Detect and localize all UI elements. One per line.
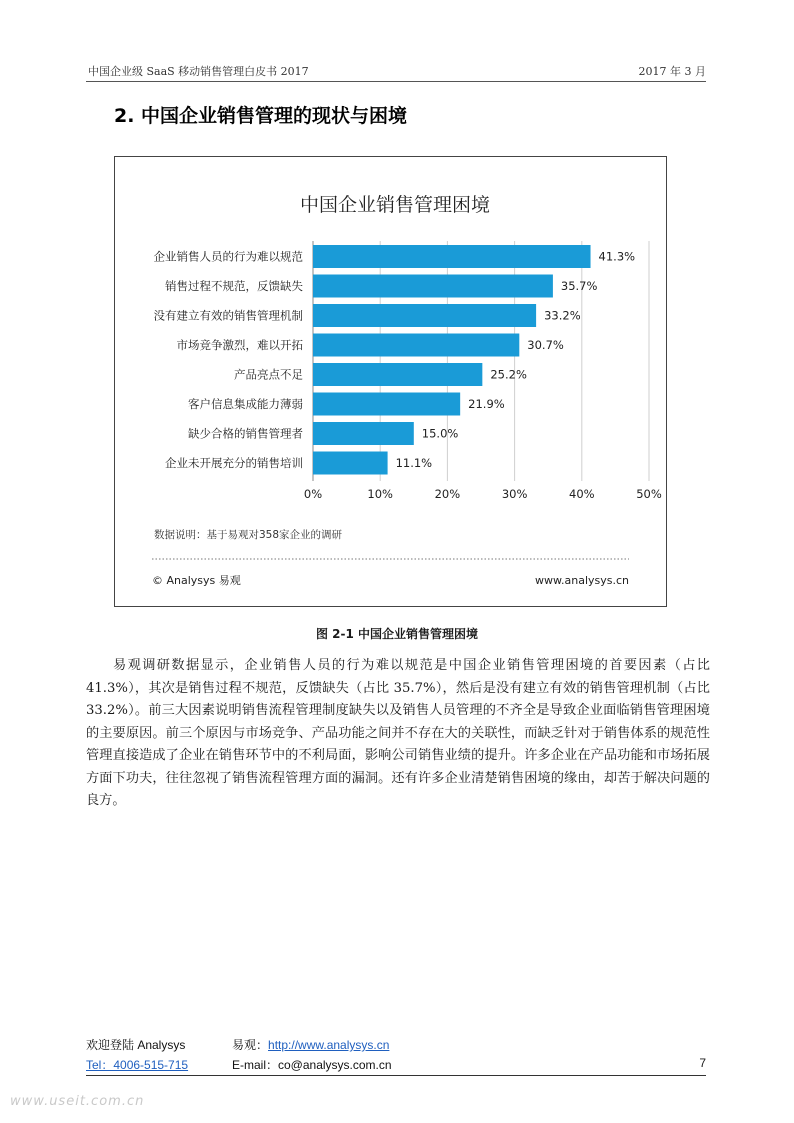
footer-tel[interactable]: Tel：4006-515-715 — [86, 1058, 189, 1072]
value-label: 11.1% — [395, 456, 433, 470]
bar — [313, 363, 482, 386]
category-label: 市场竞争激烈，难以开拓 — [176, 338, 303, 352]
footer-welcome: 欢迎登陆 Analysys — [86, 1038, 186, 1052]
header-title: 中国企业级 SaaS 移动销售管理白皮书 2017 — [88, 65, 309, 78]
figure-frame — [114, 156, 667, 607]
category-label: 产品亮点不足 — [234, 367, 303, 382]
section-title: 2. 中国企业销售管理的现状与困境 — [114, 105, 408, 127]
bar — [313, 422, 414, 445]
value-label: 41.3% — [598, 249, 636, 264]
header-date: 2017 年 3 月 — [638, 65, 706, 78]
value-label: 15.0% — [421, 426, 459, 441]
footer-site — [232, 1036, 389, 1053]
footer-email: E-mail：co@analysys.com.cn — [232, 1058, 392, 1072]
x-tick-label: 30% — [501, 487, 528, 501]
value-label: 30.7% — [527, 338, 564, 352]
bar — [313, 245, 591, 268]
data-note: 数据说明：基于易观对358家企业的调研 — [154, 529, 343, 541]
x-tick-label: 50% — [636, 487, 662, 501]
bar — [313, 304, 536, 327]
bar — [313, 275, 553, 298]
bar — [313, 452, 388, 475]
category-label: 企业未开展充分的销售培训 — [165, 456, 303, 470]
bar — [313, 334, 519, 357]
category-label: 销售过程不规范，反馈缺失 — [165, 279, 303, 293]
value-label: 33.2% — [544, 308, 581, 323]
footer-divider — [86, 1075, 706, 1076]
footer-site-link[interactable]: http://www.analysys.cn — [268, 1038, 390, 1052]
category-label: 客户信息集成能力薄弱 — [188, 397, 303, 411]
chart-website: www.analysys.cn — [535, 574, 629, 587]
header-divider — [86, 81, 706, 82]
bar — [313, 393, 460, 416]
category-label: 缺少合格的销售管理者 — [188, 426, 303, 441]
bar-chart — [115, 157, 666, 606]
x-tick-label: 20% — [434, 487, 461, 501]
value-label: 21.9% — [468, 397, 505, 411]
figure-caption: 图 2-1 中国企业销售管理困境 — [315, 627, 479, 641]
value-label: 35.7% — [560, 279, 598, 293]
chart-title: 中国企业销售管理困境 — [299, 194, 491, 216]
x-tick-label: 0% — [303, 487, 323, 501]
x-tick-label: 10% — [367, 487, 393, 501]
footer-site-label: 易观： — [232, 1038, 269, 1052]
page-number: 7 — [699, 1056, 706, 1070]
copyright-text: © Analysys 易观 — [152, 574, 241, 587]
watermark: www.useit.com.cn — [10, 1094, 145, 1109]
x-tick-label: 40% — [569, 487, 595, 501]
category-label: 企业销售人员的行为难以规范 — [153, 249, 303, 264]
category-label: 没有建立有效的销售管理机制 — [153, 308, 303, 323]
value-label: 25.2% — [490, 367, 527, 382]
body-paragraph: 易观调研数据显示，企业销售人员的行为难以规范是中国企业销售管理困境的首要因素（占比41.3%），其次是销售过程不规范，反馈缺失（占比 35.7%），然后是没有建立有效的销售管理机制（占比 33.2%）。前三大因素说明销售流程管理制度缺失以及销售人员管理的不齐全是导致企业面临销售管理困境的主要原因。前三个原因与市场竞争、产品功能之间并不存在大的关联性，而缺乏针对于销售体系的规范性管理直接造成了企业在销售环节中的不利局面，影响公司销售业绩的提升。许多企业在产品功能和市场拓展方面下功夫，往往忽视了销售流程管理方面的漏洞。还有许多企业清楚销售困境的缘由，却苦于解决问题的良方。 — [86, 658, 710, 808]
